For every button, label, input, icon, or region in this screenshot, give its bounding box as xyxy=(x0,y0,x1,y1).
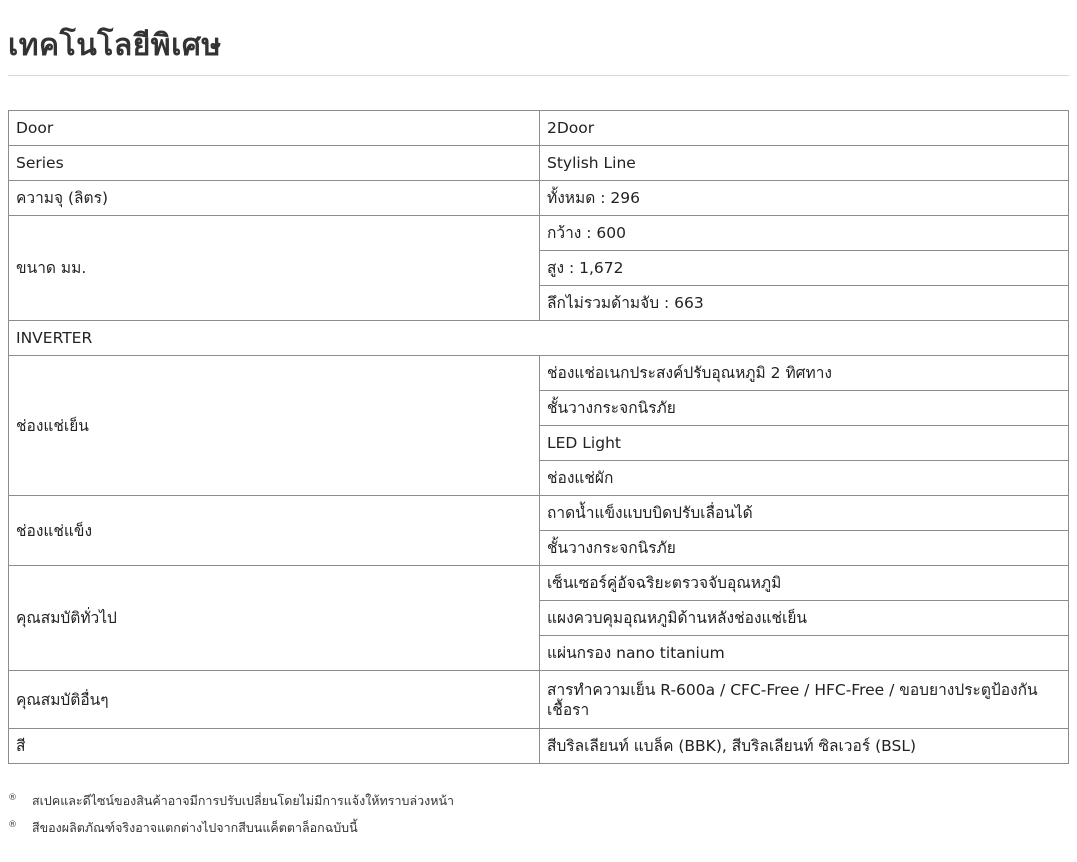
spec-value-door: 2Door xyxy=(540,111,1069,146)
spec-value-general-3: แผ่นกรอง nano titanium xyxy=(540,636,1069,671)
spec-value-dimension-width: กว้าง : 600 xyxy=(540,216,1069,251)
spec-value-general-2: แผงควบคุมอุณหภูมิด้านหลังช่องแช่เย็น xyxy=(540,601,1069,636)
spec-value-general-1: เซ็นเซอร์คู่อัจฉริยะตรวจจับอุณหภูมิ xyxy=(540,566,1069,601)
footnote-item xyxy=(8,790,454,817)
spec-value-fridge-1: ช่องแช่อเนกประสงค์ปรับอุณหภูมิ 2 ทิศทาง xyxy=(540,356,1069,391)
table-row xyxy=(9,671,1069,729)
spec-value-fridge-4: ช่องแช่ผัก xyxy=(540,461,1069,496)
footnote-text: สเปคและดีไซน์ของสินค้าอาจมีการปรับเปลี่ยนโดยไม่มีการแจ้งให้ทราบล่วงหน้า xyxy=(32,793,455,808)
spec-label-fridge: ช่องแช่เย็น xyxy=(9,356,540,496)
table-row xyxy=(9,356,1069,391)
table-row xyxy=(9,566,1069,601)
spec-label-freezer: ช่องแช่แข็ง xyxy=(9,496,540,566)
spec-value-freezer-2: ชั้นวางกระจกนิรภัย xyxy=(540,531,1069,566)
registered-bullet-icon: ® xyxy=(8,820,17,830)
table-row xyxy=(9,216,1069,251)
spec-label-series: Series xyxy=(9,146,540,181)
spec-label-door: Door xyxy=(9,111,540,146)
spec-value-other: สารทำความเย็น R-600a / CFC-Free / HFC-Free / ขอบยางประตูป้องกันเชื้อรา xyxy=(540,671,1069,729)
spec-value-freezer-1: ถาดน้ำแข็งแบบบิดปรับเลื่อนได้ xyxy=(540,496,1069,531)
page-title: เทคโนโลยีพิเศษ xyxy=(8,28,222,63)
table-row xyxy=(9,181,1069,216)
footnotes xyxy=(8,790,454,844)
spec-value-fridge-2: ชั้นวางกระจกนิรภัย xyxy=(540,391,1069,426)
spec-value-capacity: ทั้งหมด : 296 xyxy=(540,181,1069,216)
spec-label-general: คุณสมบัติทั่วไป xyxy=(9,566,540,671)
spec-label-capacity: ความจุ (ลิตร) xyxy=(9,181,540,216)
table-row xyxy=(9,729,1069,764)
spec-label-other: คุณสมบัติอื่นๆ xyxy=(9,671,540,729)
spec-label-dimensions: ขนาด มม. xyxy=(9,216,540,321)
spec-value-color: สีบริลเลียนท์ แบล็ค (BBK), สีบริลเลียนท์ ซิลเวอร์ (BSL) xyxy=(540,729,1069,764)
table-row xyxy=(9,496,1069,531)
registered-bullet-icon: ® xyxy=(8,793,17,803)
table-row xyxy=(9,321,1069,356)
footnote-item xyxy=(8,817,454,844)
spec-label-inverter: INVERTER xyxy=(9,321,1069,356)
table-row xyxy=(9,146,1069,181)
table-row xyxy=(9,111,1069,146)
spec-value-series: Stylish Line xyxy=(540,146,1069,181)
spec-value-fridge-3: LED Light xyxy=(540,426,1069,461)
spec-value-dimension-height: สูง : 1,672 xyxy=(540,251,1069,286)
footnote-text: สีของผลิตภัณฑ์จริงอาจแตกต่างไปจากสีบนแค็ตตาล็อกฉบับนี้ xyxy=(32,820,358,835)
spec-label-color: สี xyxy=(9,729,540,764)
spec-table xyxy=(8,110,1069,764)
spec-value-dimension-depth: ลึกไม่รวมด้ามจับ : 663 xyxy=(540,286,1069,321)
title-divider xyxy=(8,75,1069,76)
